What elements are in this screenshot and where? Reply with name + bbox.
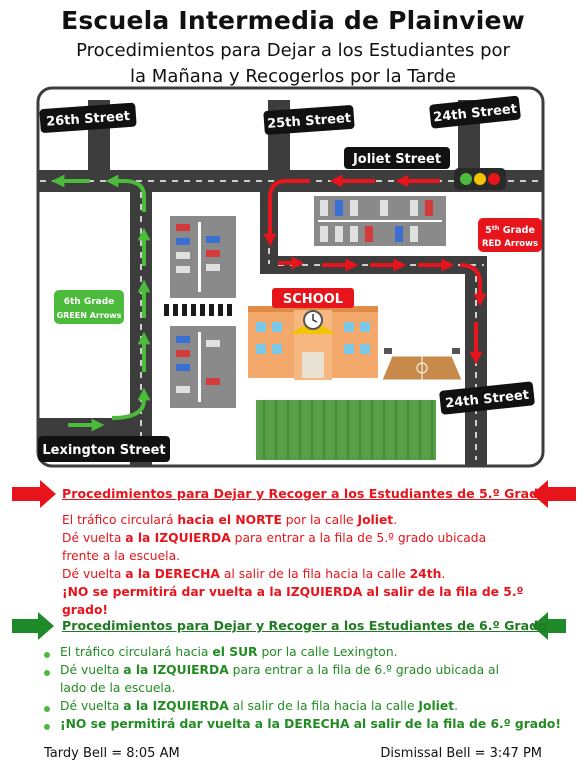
label-joliet-street: Joliet Street [352, 152, 442, 167]
label-24th-street-top: 24th Street [432, 101, 518, 126]
sixth-l4d: Joliet [418, 699, 455, 713]
fifth-l4e: . [441, 567, 446, 581]
subtitle-line-2: la Mañana y Recogerlos por la Tarde [130, 66, 456, 87]
fifth-l1e: . [393, 513, 398, 527]
sixth-l4c: al salir de la fila hacia la calle [228, 699, 419, 713]
fifth-grade-heading: Procedimientos para Dejar y Recoger a los Estudiantes de 5.º Grado [62, 486, 547, 501]
dismissal-bell: Dismissal Bell = 3:47 PM [380, 746, 542, 761]
sixth-line-1 [60, 645, 398, 659]
grade6-badge [54, 290, 124, 324]
fifth-line-5: ¡NO se permitirá dar vuelta a la IZQUIERDA al salir de la fila de 5.º [62, 585, 524, 599]
grade5-suffix: th [491, 224, 500, 232]
grade6-label: 6th Grade [63, 297, 115, 307]
sixth-l2b: a la IZQUIERDA [123, 663, 229, 677]
sixth-l4a: Dé vuelta [60, 699, 124, 713]
traffic-light-icon [454, 168, 506, 190]
sixth-bullet-3 [44, 706, 50, 712]
sixth-bullet-1 [44, 652, 50, 658]
fifth-l1a: El tráfico circulará [62, 513, 178, 527]
page-title: Escuela Intermedia de Plainview [61, 6, 525, 35]
label-lexington-street: Lexington Street [42, 443, 166, 458]
fifth-l2a: Dé vuelta [62, 531, 126, 545]
grade5-number: 5 [485, 225, 492, 236]
green-field [256, 400, 436, 460]
label-25th-street: 25th Street [266, 111, 352, 132]
school-sign: SCHOOL [282, 292, 344, 307]
fifth-line-2 [62, 531, 486, 545]
sixth-bullet-2 [44, 670, 50, 676]
fifth-l4d: 24th [409, 567, 442, 581]
sixth-l2a: Dé vuelta [60, 663, 124, 677]
fifth-line-6: grado! [62, 603, 109, 617]
grade5-arrows-label: RED Arrows [481, 239, 539, 249]
sixth-line-2 [60, 663, 499, 677]
fifth-line-4 [62, 567, 445, 581]
fifth-l1b: hacia el NORTE [177, 513, 282, 527]
sixth-l1b: el SUR [212, 645, 258, 659]
tardy-bell: Tardy Bell = 8:05 AM [44, 746, 180, 761]
sixth-l1c: por la calle Lexington. [257, 645, 398, 659]
sixth-line-4 [60, 699, 458, 713]
fifth-l1d: Joliet [357, 513, 394, 527]
fifth-l4a: Dé vuelta [62, 567, 126, 581]
subtitle-line-1: Procedimientos para Dejar a los Estudiantes por [76, 40, 510, 61]
fifth-l4b: a la DERECHA [125, 567, 220, 581]
green-left-section-arrow [12, 612, 54, 640]
sixth-l4b: a la IZQUIERDA [123, 699, 229, 713]
fifth-line-1 [62, 513, 397, 527]
sixth-grade-heading: Procedimientos para Dejar y Recoger a los Estudiantes de 6.º Grado [62, 618, 547, 633]
fifth-l4c: al salir de la fila hacia la calle [219, 567, 410, 581]
fifth-l2b: a la IZQUIERDA [125, 531, 231, 545]
fifth-l2c: para entrar a la fila de 5.º grado ubicada [230, 531, 487, 545]
parking-lot-left-bottom [170, 326, 236, 408]
parking-lot-left-top [170, 216, 236, 298]
grade5-word: Grade [499, 225, 535, 236]
red-left-section-arrow [12, 480, 56, 508]
grade5-badge [478, 218, 542, 252]
sixth-line-5: ¡NO se permitirá dar vuelta a la DERECHA al salir de la fila de 6.º grado! [60, 717, 561, 731]
sixth-l1a: El tráfico circulará hacia [60, 645, 213, 659]
grade6-arrows-label: GREEN Arrows [56, 311, 122, 320]
fifth-line-3: frente a la escuela. [62, 549, 181, 563]
label-24th-street-right: 24th Street [444, 387, 530, 412]
fifth-l1c: por la calle [281, 513, 358, 527]
sixth-l2c: para entrar a la fila de 6.º grado ubicada al [228, 663, 500, 677]
sixth-bullet-4 [44, 724, 50, 730]
parking-lot-top [314, 196, 446, 246]
sixth-line-3: lado de la escuela. [60, 681, 176, 695]
sixth-l4e: . [454, 699, 459, 713]
label-26th-street: 26th Street [45, 108, 131, 130]
